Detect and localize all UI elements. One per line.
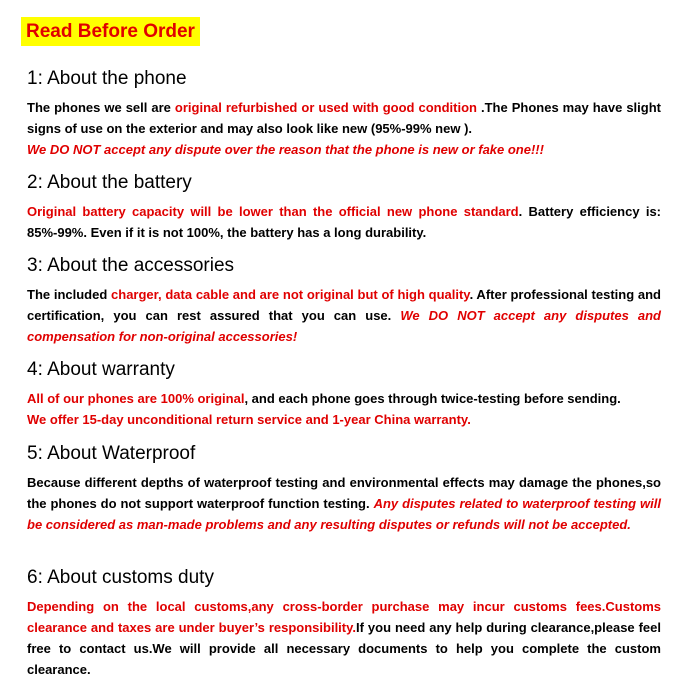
section-body [27,388,661,430]
body-text: Because different depths of waterproof testing and environmental effects may damage the phones,so the phones do not support waterproof function testing. [27,475,661,511]
highlight-text: charger, data cable and are not original but of high quality [111,287,470,302]
read-before-order-banner: Read Before Order [21,17,200,46]
highlight-text: All of our phones are 100% original [27,391,245,406]
section-about-battery [27,171,661,243]
highlight-text: We offer 15-day unconditional return service and 1-year China warranty. [27,412,471,427]
body-text: The phones we sell are [27,100,175,115]
section-body [27,97,661,160]
body-text: .The Phones may have slight signs of use on the exterior and may also look like new (95%-99% new ). [27,100,661,136]
highlight-text: We DO NOT accept any disputes and compensation for non-original accessories! [27,308,661,344]
section-title: 3: About the accessories [27,255,235,276]
section-body [27,472,661,535]
section-title: 4: About warranty [27,359,175,380]
body-text: . Battery efficiency is: 85%-99%. Even if it is not 100%, the battery has a long durability. [27,204,662,240]
section-title: 2: About the battery [27,172,192,193]
section-body [27,596,661,680]
highlight-text: original refurbished or used with good condition [174,100,477,115]
body-text: , and each phone goes through twice-testing before sending. [244,391,621,406]
section-about-phone [27,67,661,160]
section-about-waterproof [27,442,661,535]
section-title: 1: About the phone [27,68,187,89]
body-text: If you need any help during clearance,please feel free to contact us.We will provide all necessary documents to help you complete the custom clearance. [27,620,661,677]
highlight-text: Any disputes related to waterproof testing will be considered as man-made problems and any resulting disputes or refunds will not be accepted. [27,496,661,532]
section-body [27,284,661,347]
section-about-warranty [27,358,661,430]
highlight-text: We DO NOT accept any dispute over the reason that the phone is new or fake one!!! [27,142,544,157]
highlight-text: Original battery capacity will be lower than the official new phone standard [27,204,519,219]
body-text: The included [27,287,112,302]
section-title: 6: About customs duty [27,567,214,588]
body-text: . After professional testing and certification, you can rest assured that you can use. [27,287,661,323]
section-about-customs [27,566,661,680]
section-about-accessories [27,254,661,347]
section-title: 5: About Waterproof [27,443,196,464]
section-body [27,201,661,243]
highlight-text: Depending on the local customs,any cross-border purchase may incur customs fees.Customs clearance and taxes are under buyer’s responsibility. [27,599,661,635]
